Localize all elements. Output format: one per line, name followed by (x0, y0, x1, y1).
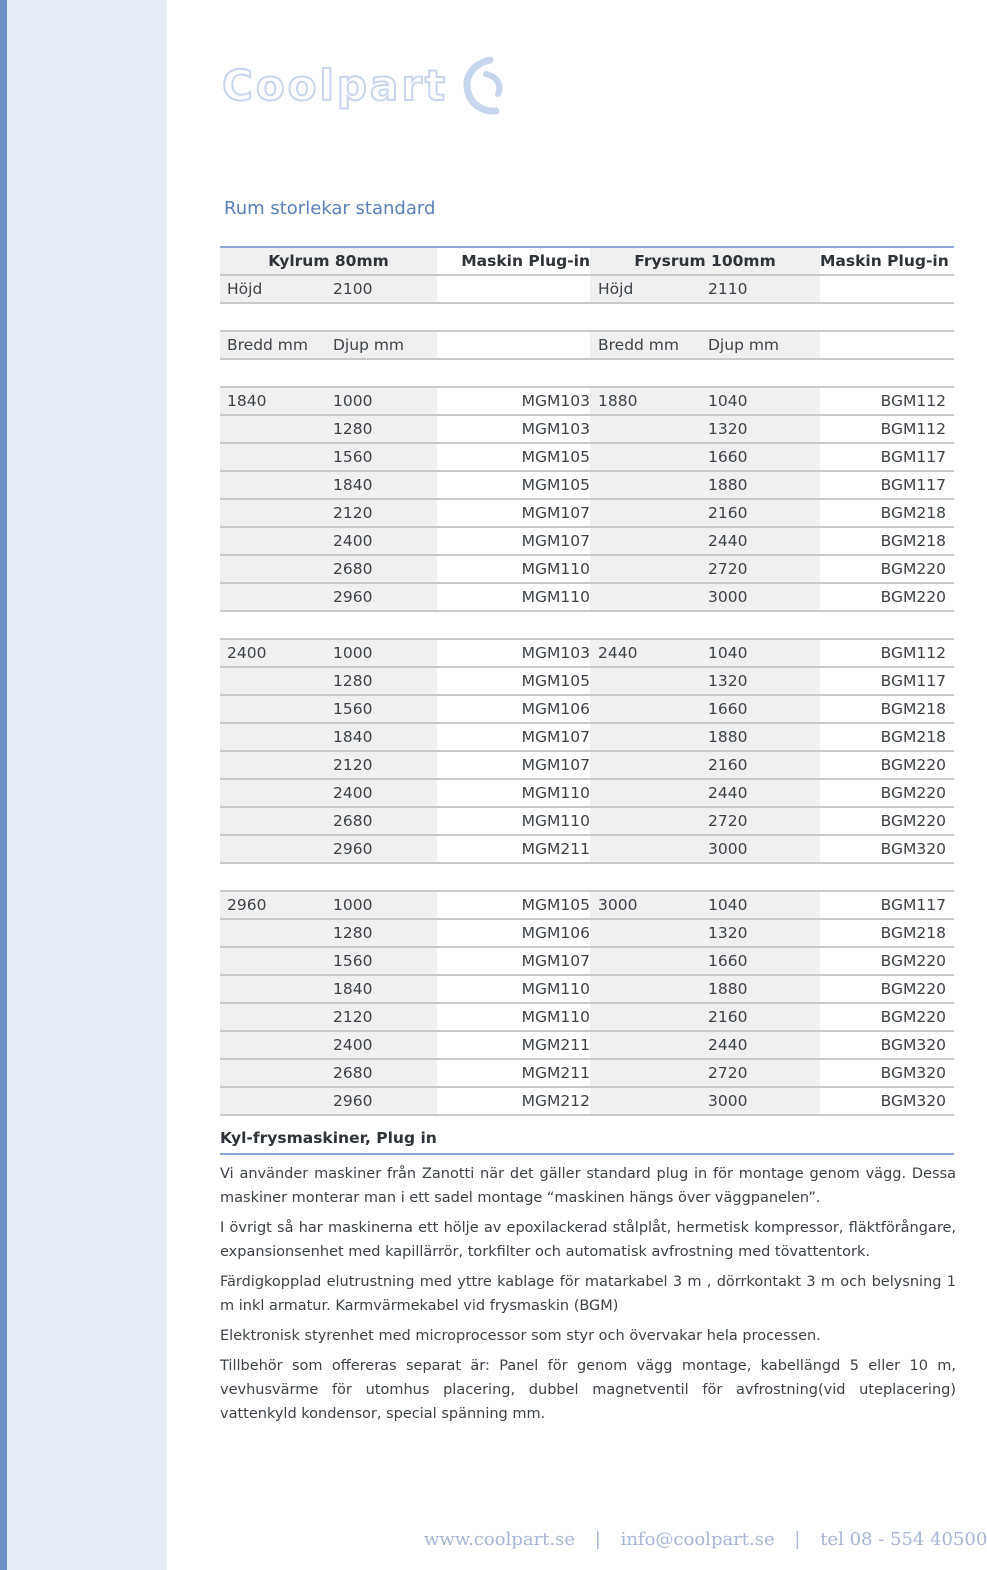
row-depth-left: 2680 (333, 1064, 373, 1082)
height-value-right: 2110 (708, 280, 748, 298)
row-width-right: 1880 (598, 392, 638, 410)
table-row (220, 892, 954, 920)
table-row (220, 836, 954, 864)
row-machine-left: MGM107 (521, 532, 590, 550)
row-depth-left: 1280 (333, 420, 373, 438)
row-depth-right: 1040 (708, 644, 748, 662)
row-depth-right: 2720 (708, 560, 748, 578)
footer-contact (424, 1529, 987, 1550)
row-depth-left: 1560 (333, 448, 373, 466)
room-size-table (220, 246, 954, 1116)
header-machine-right: Maskin Plug-in (820, 252, 949, 270)
logo-swirl-icon (460, 54, 510, 116)
row-machine-right: BGM218 (880, 532, 946, 550)
row-depth-left: 2960 (333, 840, 373, 858)
row-machine-right: BGM220 (880, 1008, 946, 1026)
row-depth-right: 1880 (708, 476, 748, 494)
table-row (220, 416, 954, 444)
spacer-row (220, 612, 954, 640)
footer-phone: tel 08 - 554 40500 (820, 1529, 987, 1550)
col-width-left: Bredd mm (227, 336, 309, 354)
row-depth-right: 1040 (708, 392, 748, 410)
row-depth-right: 1660 (708, 952, 748, 970)
table-row (220, 528, 954, 556)
row-depth-right: 2160 (708, 504, 748, 522)
row-machine-left: MGM103 (521, 644, 590, 662)
header-machine-left: Maskin Plug-in (461, 252, 590, 270)
row-depth-left: 2960 (333, 1092, 373, 1110)
row-depth-left: 1560 (333, 952, 373, 970)
row-depth-right: 1660 (708, 700, 748, 718)
row-machine-left: MGM110 (521, 588, 590, 606)
table-row (220, 920, 954, 948)
table-row (220, 388, 954, 416)
row-machine-right: BGM117 (880, 672, 946, 690)
table-row (220, 724, 954, 752)
row-machine-right: BGM112 (880, 392, 946, 410)
row-depth-left: 2120 (333, 1008, 373, 1026)
table-row (220, 444, 954, 472)
row-depth-left: 1840 (333, 476, 373, 494)
coolpart-logo (222, 54, 510, 116)
header-freezer: Frysrum 100mm (634, 252, 776, 270)
row-machine-right: BGM320 (880, 840, 946, 858)
row-machine-right: BGM218 (880, 728, 946, 746)
height-value-left: 2100 (333, 280, 373, 298)
row-machine-right: BGM218 (880, 504, 946, 522)
row-machine-right: BGM220 (880, 952, 946, 970)
table-row (220, 500, 954, 528)
paragraph: Vi använder maskiner från Zanotti när det gäller standard plug in för montage genom vägg. Dessa maskiner monterar man i ett sadel montage “maskinen hängs över väggpanelen”. (220, 1166, 956, 1206)
row-machine-right: BGM112 (880, 420, 946, 438)
row-machine-left: MGM106 (521, 924, 590, 942)
table-row (220, 668, 954, 696)
row-depth-right: 3000 (708, 588, 748, 606)
row-depth-right: 2440 (708, 1036, 748, 1054)
table-row (220, 948, 954, 976)
row-depth-left: 1840 (333, 980, 373, 998)
row-depth-left: 2120 (333, 504, 373, 522)
page-heading: Rum storlekar standard (224, 198, 436, 219)
row-width-left: 2400 (227, 644, 267, 662)
row-machine-left: MGM107 (521, 504, 590, 522)
row-machine-left: MGM211 (521, 840, 590, 858)
row-depth-left: 2680 (333, 812, 373, 830)
table-row (220, 1032, 954, 1060)
row-depth-left: 1280 (333, 924, 373, 942)
row-machine-left: MGM107 (521, 728, 590, 746)
row-depth-right: 2720 (708, 1064, 748, 1082)
machines-description (220, 1162, 956, 1432)
paragraph: Elektronisk styrenhet med microprocessor som styr och övervakar hela processen. (220, 1328, 821, 1344)
footer-separator: | (794, 1529, 801, 1550)
row-depth-right: 1040 (708, 896, 748, 914)
table-row (220, 752, 954, 780)
row-width-right: 2440 (598, 644, 638, 662)
row-machine-left: MGM103 (521, 392, 590, 410)
paragraph: I övrigt så har maskinerna ett hölje av epoxilackerad stålplåt, hermetisk kompressor, fläktförångare, expansionsenhet med kapillärrör, torkfilter och automatisk avfrostning med tövattentork. (220, 1220, 956, 1260)
row-depth-left: 1000 (333, 644, 373, 662)
row-depth-left: 2120 (333, 756, 373, 774)
row-depth-left: 2680 (333, 560, 373, 578)
paragraph: Färdigkopplad elutrustning med yttre kablage för matarkabel 3 m , dörrkontakt 3 m och belysning 1 m inkl armatur. Karmvärmekabel vid frysmaskin (BGM) (220, 1274, 956, 1314)
row-machine-right: BGM218 (880, 700, 946, 718)
row-depth-right: 1660 (708, 448, 748, 466)
table-header-row (220, 246, 954, 276)
row-machine-right: BGM220 (880, 756, 946, 774)
row-depth-left: 1840 (333, 728, 373, 746)
table-row (220, 472, 954, 500)
row-depth-left: 2960 (333, 588, 373, 606)
page-edge-bar (0, 0, 7, 1570)
col-depth-right: Djup mm (708, 336, 780, 354)
row-machine-left: MGM211 (521, 1064, 590, 1082)
footer-separator: | (594, 1529, 601, 1550)
footer-website-link[interactable]: www.coolpart.se (424, 1529, 576, 1550)
machines-section-title: Kyl-frysmaskiner, Plug in (220, 1129, 954, 1155)
height-label-right: Höjd (598, 280, 634, 298)
row-depth-right: 3000 (708, 1092, 748, 1110)
table-row (220, 1088, 954, 1116)
row-depth-right: 2720 (708, 812, 748, 830)
row-machine-left: MGM212 (521, 1092, 590, 1110)
table-row (220, 1060, 954, 1088)
table-row (220, 808, 954, 836)
spacer-row (220, 864, 954, 892)
row-depth-left: 1560 (333, 700, 373, 718)
footer-email-link[interactable]: info@coolpart.se (620, 1529, 775, 1550)
row-machine-right: BGM117 (880, 896, 946, 914)
row-machine-right: BGM320 (880, 1092, 946, 1110)
header-cold-room: Kylrum 80mm (268, 252, 389, 270)
row-machine-left: MGM103 (521, 420, 590, 438)
paragraph: Tillbehör som offereras separat är: Panel för genom vägg montage, kabellängd 5 eller 10 m, vevhusvärme för utomhus placering, dubbel magnetventil för avfrostning(vid uteplacering) vattenkyld kondensor, special spänning mm. (220, 1358, 956, 1422)
column-header-row (220, 332, 954, 360)
row-depth-right: 2160 (708, 1008, 748, 1026)
row-machine-left: MGM110 (521, 980, 590, 998)
row-machine-left: MGM105 (521, 448, 590, 466)
row-machine-left: MGM106 (521, 700, 590, 718)
row-machine-right: BGM320 (880, 1064, 946, 1082)
spacer-row (220, 304, 954, 332)
spacer-row (220, 360, 954, 388)
row-machine-right: BGM220 (880, 812, 946, 830)
side-panel (7, 0, 167, 1570)
row-depth-right: 2440 (708, 784, 748, 802)
row-width-left: 1840 (227, 392, 267, 410)
row-depth-right: 2440 (708, 532, 748, 550)
row-depth-right: 1880 (708, 980, 748, 998)
row-depth-left: 2400 (333, 784, 373, 802)
row-depth-right: 1320 (708, 924, 748, 942)
row-machine-left: MGM110 (521, 1008, 590, 1026)
row-machine-right: BGM117 (880, 448, 946, 466)
height-label-left: Höjd (227, 280, 263, 298)
row-depth-right: 1320 (708, 672, 748, 690)
row-machine-left: MGM110 (521, 812, 590, 830)
row-width-right: 3000 (598, 896, 638, 914)
col-depth-left: Djup mm (333, 336, 405, 354)
row-depth-left: 2400 (333, 532, 373, 550)
table-row (220, 584, 954, 612)
row-machine-right: BGM117 (880, 476, 946, 494)
table-row (220, 780, 954, 808)
row-machine-left: MGM110 (521, 784, 590, 802)
row-depth-left: 1280 (333, 672, 373, 690)
row-machine-right: BGM220 (880, 784, 946, 802)
row-machine-left: MGM211 (521, 1036, 590, 1054)
logo-wordmark: Coolpart (222, 60, 449, 110)
table-row (220, 976, 954, 1004)
row-depth-right: 1880 (708, 728, 748, 746)
table-row (220, 640, 954, 668)
row-machine-left: MGM105 (521, 672, 590, 690)
row-machine-right: BGM220 (880, 560, 946, 578)
row-machine-left: MGM110 (521, 560, 590, 578)
row-depth-left: 1000 (333, 392, 373, 410)
row-machine-right: BGM220 (880, 588, 946, 606)
row-machine-right: BGM220 (880, 980, 946, 998)
row-machine-right: BGM320 (880, 1036, 946, 1054)
row-depth-right: 2160 (708, 756, 748, 774)
row-depth-left: 2400 (333, 1036, 373, 1054)
row-machine-left: MGM105 (521, 896, 590, 914)
row-depth-left: 1000 (333, 896, 373, 914)
table-body (220, 360, 954, 1116)
row-depth-right: 3000 (708, 840, 748, 858)
height-row (220, 276, 954, 304)
table-row (220, 1004, 954, 1032)
row-machine-left: MGM107 (521, 756, 590, 774)
row-width-left: 2960 (227, 896, 267, 914)
row-machine-right: BGM112 (880, 644, 946, 662)
col-width-right: Bredd mm (598, 336, 680, 354)
row-machine-left: MGM107 (521, 952, 590, 970)
row-depth-right: 1320 (708, 420, 748, 438)
row-machine-left: MGM105 (521, 476, 590, 494)
row-machine-right: BGM218 (880, 924, 946, 942)
table-row (220, 556, 954, 584)
table-row (220, 696, 954, 724)
